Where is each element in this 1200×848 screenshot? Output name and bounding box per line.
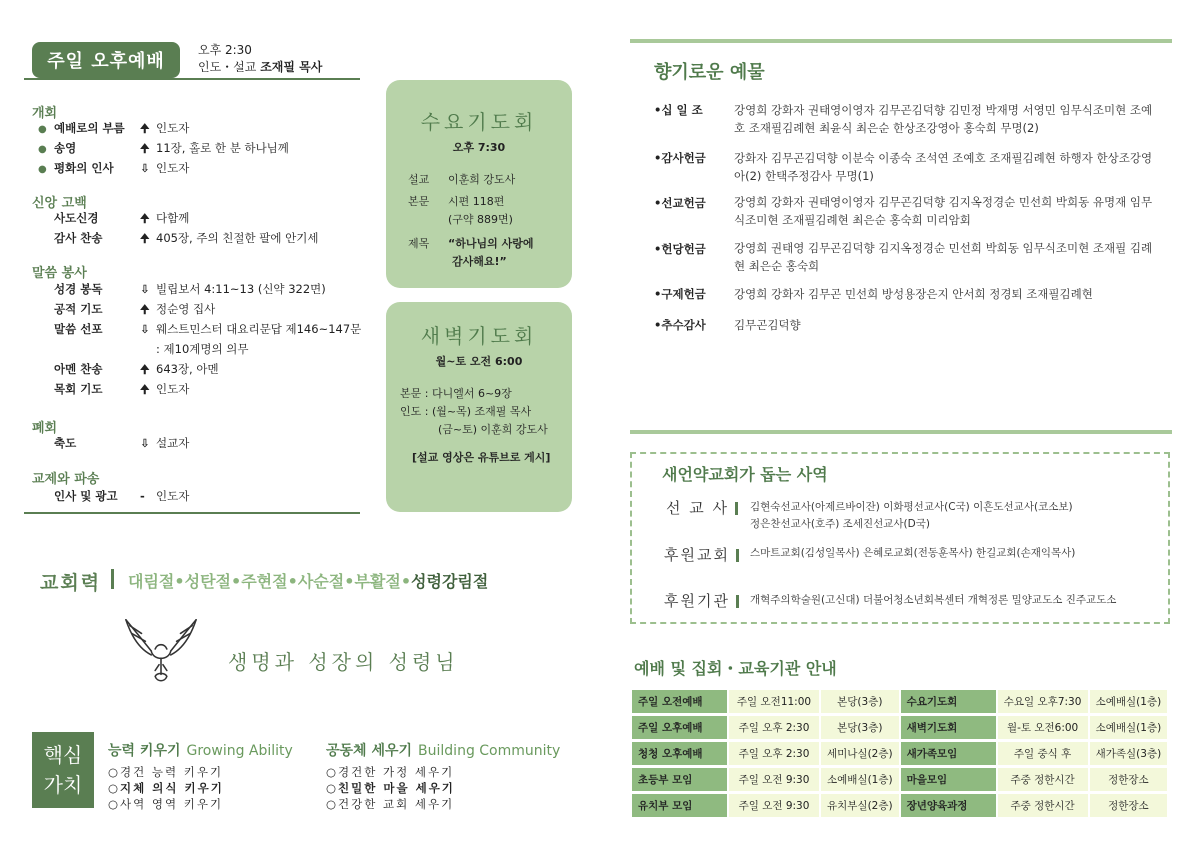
wednesday-time: 오후 7:30: [452, 141, 506, 154]
core-values-badge: 핵심 가치: [32, 732, 94, 808]
season: 부활절: [354, 572, 401, 591]
order-row: : 제10계명의 의무: [156, 342, 249, 356]
mission-divider: [736, 595, 739, 608]
order-divider: [24, 512, 360, 514]
wednesday-line: 제목 “하나님의 사랑에: [408, 237, 534, 250]
order-row: 아멘 찬송 🠉 643장, 아멘: [54, 362, 219, 376]
order-row: 사도신경 🠉 다함께: [54, 211, 190, 225]
mission-label: 후원기관: [664, 590, 739, 611]
offerings-bottom-rule: [630, 430, 1172, 434]
core-ability-en: Growing Ability: [186, 743, 293, 759]
wednesday-line: (구약 889면): [448, 213, 513, 226]
offering-label: •감사헌금: [654, 151, 706, 165]
wednesday-line: 본문 시편 118편: [408, 195, 505, 208]
mission-entries: [750, 499, 1073, 533]
season-theme: 생명과 성장의 성령님: [228, 650, 459, 674]
section-word: [38, 279, 361, 399]
service-title: 주일 오후예배: [32, 42, 180, 78]
offering-label: •구제헌금: [654, 287, 706, 301]
mission-label: 후원교회: [664, 544, 739, 565]
wednesday-title: 수요기도회: [420, 110, 538, 134]
section-fellowship-title: 교제와 파송: [32, 472, 100, 487]
mission-label: 선 교 사: [666, 497, 738, 518]
mission-divider: [736, 549, 739, 562]
dawn-line: 본문 : 다니엘서 6~9장: [400, 387, 512, 400]
wednesday-details: [408, 171, 572, 271]
offering-names: 강영희 강화자 권태영이영자 김무곤김덕향 김민정 박재명 서영민 임무식조미현 조예호 조재필김례현 최윤식 최은순 한상조강영아 홍숙희 무명(2): [734, 103, 1153, 135]
order-row: ● 예배로의 부름 🠉 인도자: [38, 118, 289, 138]
core-item: ○경건한 가정 세우기: [326, 765, 455, 779]
section-closing: [38, 433, 189, 453]
service-time: 오후 2:30: [198, 43, 252, 57]
wednesday-line: 설교 이훈희 강도사: [408, 173, 516, 186]
dawn-details: [400, 385, 572, 467]
dawn-prayer-box: [386, 302, 572, 512]
season: 주현절: [241, 572, 288, 591]
offering-label: •헌당헌금: [654, 242, 706, 256]
wednesday-line: 감사해요!”: [452, 255, 507, 268]
mission-entries: [750, 545, 1075, 562]
order-row: 목회 기도 🠉 인도자: [54, 382, 190, 396]
offerings-top-rule: [630, 39, 1172, 43]
table-row: 유치부 모임 주일 오전 9:30 유치부실(2층) 장년양육과정 주중 정한시간 정한장소: [632, 794, 1167, 817]
core-item: ○친밀한 마을 세우기: [326, 781, 455, 795]
bullet-icon: ●: [38, 124, 47, 135]
schedule-title: 예배 및 집회・교육기관 안내: [634, 659, 837, 678]
dawn-note: [설교 영상은 유튜브로 게시]: [412, 451, 551, 464]
offerings-title: 향기로운 예물: [654, 62, 765, 83]
offering-names: 김무곤김덕향: [734, 318, 801, 332]
order-row: 성경 봉독 ⇩ 빌립보서 4:11~13 (신약 322면): [54, 282, 326, 296]
mission-divider: [735, 502, 738, 515]
calendar-divider: [111, 569, 114, 589]
service-preacher: 조재필 목사: [260, 60, 323, 74]
order-row: ● 송영 🠉 11장, 홀로 한 분 하나님께: [38, 138, 289, 158]
core-community-title: 공동체 세우기: [326, 743, 413, 759]
order-row: 축도 ⇩ 설교자: [54, 436, 190, 450]
table-row: 청청 오후예배 주일 오후 2:30 세미나실(2층) 새가족모임 주일 중식 후 새가족실(3층): [632, 742, 1167, 765]
current-season: 성령강림절: [411, 572, 489, 591]
section-closing-title: 폐회: [32, 421, 58, 436]
table-row: 초등부 모임 주일 오전 9:30 소예배실(1층) 마을모임 주중 정한시간 정한장소: [632, 768, 1167, 791]
core-item: ○경건 능력 키우기: [108, 765, 224, 779]
offering-names: 강영희 권태영 김무곤김덕향 김지옥정경순 민선희 박희동 임무식조미현 조재필 김례현 최은순 홍숙희: [734, 241, 1153, 273]
dawn-title: 새벽기도회: [420, 324, 538, 348]
wednesday-prayer-box: [386, 80, 572, 288]
mission-line: 스마트교회(김성일목사) 은혜로교회(전동훈목사) 한길교회(손재익목사): [750, 547, 1076, 559]
offering-label: •선교헌금: [654, 196, 706, 210]
core-ability: [108, 740, 293, 812]
section-word-title: 말씀 봉사: [32, 266, 87, 281]
offering-label: •추수감사: [654, 318, 706, 332]
mission-entries: [750, 592, 1116, 609]
section-opening-title: 개회: [32, 106, 58, 121]
order-row: 말씀 선포 ⇩ 웨스트민스터 대요리문답 제146~147문: [54, 322, 362, 336]
section-confession-title: 신앙 고백: [32, 196, 87, 211]
dawn-line: (금~토) 이훈희 강도사: [438, 423, 548, 436]
order-row: 공적 기도 🠉 정순영 집사: [54, 302, 216, 316]
core-ability-title: 능력 키우기: [108, 743, 181, 759]
mission-line: 정은찬선교사(호주) 조세진선교사(D국): [750, 518, 930, 530]
core-item: ○건강한 교회 세우기: [326, 797, 455, 811]
header-divider: [24, 78, 360, 80]
season: 사순절: [297, 572, 345, 591]
service-info: [198, 42, 322, 76]
order-row: 감사 찬송 🠉 405장, 주의 친절한 팔에 안기세: [54, 231, 319, 245]
mission-title: 새언약교회가 돕는 사역: [662, 465, 828, 484]
service-leader-label: 인도・설교: [198, 60, 257, 74]
season: 대림절: [128, 572, 175, 591]
offering-names: 강영희 강화자 김무곤 민선희 방성용장은지 안서희 정경퇴 조재필김례현: [734, 287, 1093, 301]
dawn-time: 월~토 오전 6:00: [435, 355, 523, 368]
section-confession: [38, 208, 318, 248]
section-fellowship: [38, 486, 189, 506]
section-opening: [38, 118, 289, 178]
order-row: ● 평화의 인사 ⇩ 인도자: [38, 158, 289, 178]
bullet-icon: ●: [38, 164, 47, 175]
core-item: ○사역 영역 키우기: [108, 797, 224, 811]
offering-label: •십 일 조: [654, 103, 703, 117]
core-community-en: Building Community: [418, 743, 561, 759]
offering-names: 강영희 강화자 권태영이영자 김무곤김덕향 김지옥정경순 민선희 박희동 유명재 임무식조미현 조재필김례현 최은순 홍숙희 미리암회: [734, 195, 1153, 227]
calendar-title: 교회력: [40, 572, 102, 594]
bullet-icon: ●: [38, 144, 47, 155]
order-row: 인사 및 광고 - 인도자: [54, 489, 190, 503]
dove-icon: [122, 612, 200, 690]
season: 성탄절: [184, 572, 231, 591]
calendar-seasons: 대림절•성탄절•주현절•사순절•부활절•성령강림절: [128, 572, 489, 591]
core-community: [326, 740, 560, 812]
schedule-table: [630, 687, 1169, 820]
mission-line: 김현숙선교사(아제르바이잔) 이화평선교사(C국) 이흔도선교사(코소보): [750, 501, 1073, 513]
offering-names: 강화자 김무곤김덕향 이분숙 이종숙 조석연 조예호 조재필김례현 하행자 한상조강영아(2) 한택주정감사 무명(1): [734, 151, 1153, 183]
table-row: 주일 오전예배 주일 오전11:00 본당(3층) 수요기도회 수요일 오후7:30 소예배실(1층): [632, 690, 1167, 713]
dawn-line: 인도 : (월~목) 조재필 목사: [400, 405, 532, 418]
mission-line: 개혁주의학술원(고신대) 더불어청소년회복센터 개혁정론 밀양교도소 진주교도소: [750, 594, 1117, 606]
core-item: ○지체 의식 키우기: [108, 781, 224, 795]
table-row: 주일 오후예배 주일 오후 2:30 본당(3층) 새벽기도회 월-토 오전6:00 소예배실(1층): [632, 716, 1167, 739]
